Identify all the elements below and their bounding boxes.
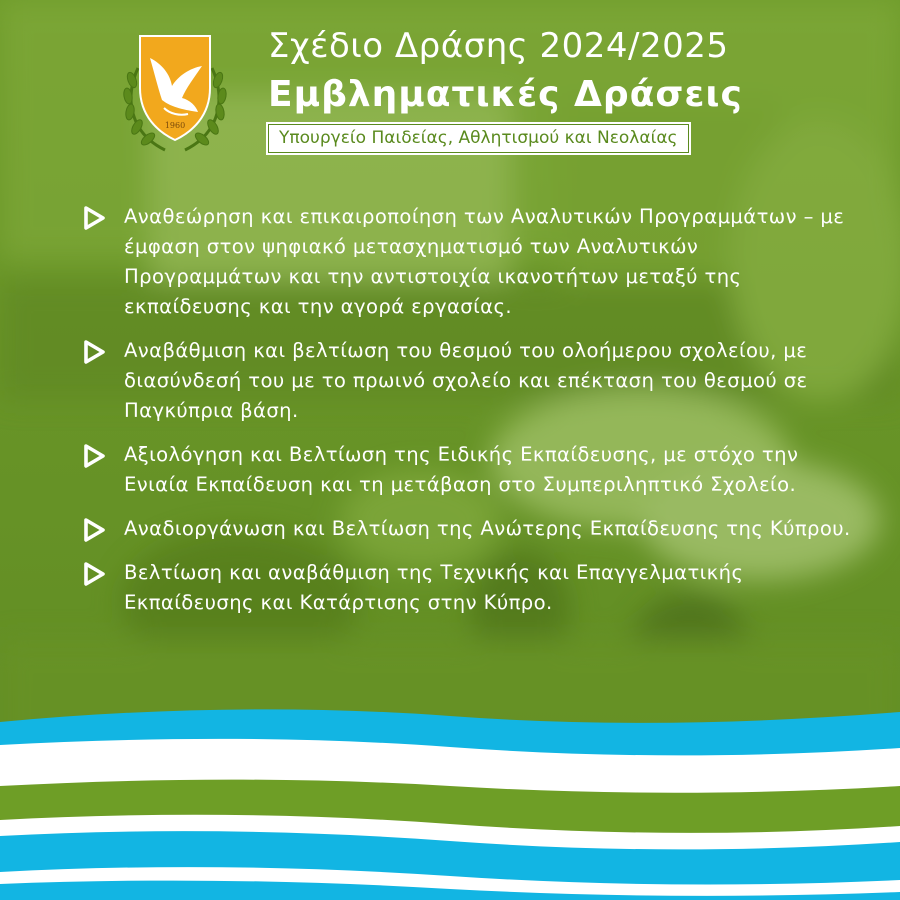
page-subtitle: Εμβληματικές Δράσεις	[268, 74, 743, 115]
list-item-text: Βελτίωση και αναβάθμιση της Τεχνικής και Επαγγελματικής Εκπαίδευσης και Κατάρτισης στην Κύπρο.	[124, 561, 744, 614]
list-item-text: Αναθεώρηση και επικαιροποίηση των Αναλυτικών Προγραμμάτων – με έμφαση στον ψηφιακό μετασχηματισμό των Αναλυτικών Προγραμμάτων και την αντιστοιχία ικανοτήτων μεταξύ της εκπαίδευσης και την αγορά εργασίας.	[124, 205, 845, 318]
list-item-text: Αναβάθμιση και βελτίωση του θεσμού του ολοήμερου σχολείου, με διασύνδεσή του με το πρωινό σχολείο και επέκταση του θεσμού σε Παγκύπρια βάση.	[124, 339, 808, 422]
emblem-year: 1960	[164, 121, 186, 130]
list-item-text: Αναδιοργάνωση και Βελτίωση της Ανώτερης Εκπαίδευσης της Κύπρου.	[124, 517, 851, 540]
ministry-label: Υπουργείο Παιδείας, Αθλητισμού και Νεολαίας	[268, 124, 689, 153]
page-title: Σχέδιο Δράσης 2024/2025	[268, 26, 729, 66]
list-item-text: Αξιολόγηση και Βελτίωση της Ειδικής Εκπαίδευσης, με στόχο την Ενιαία Εκπαίδευση και τη μετάβαση στο Συμπεριληπτικό Σχολείο.	[124, 443, 799, 496]
